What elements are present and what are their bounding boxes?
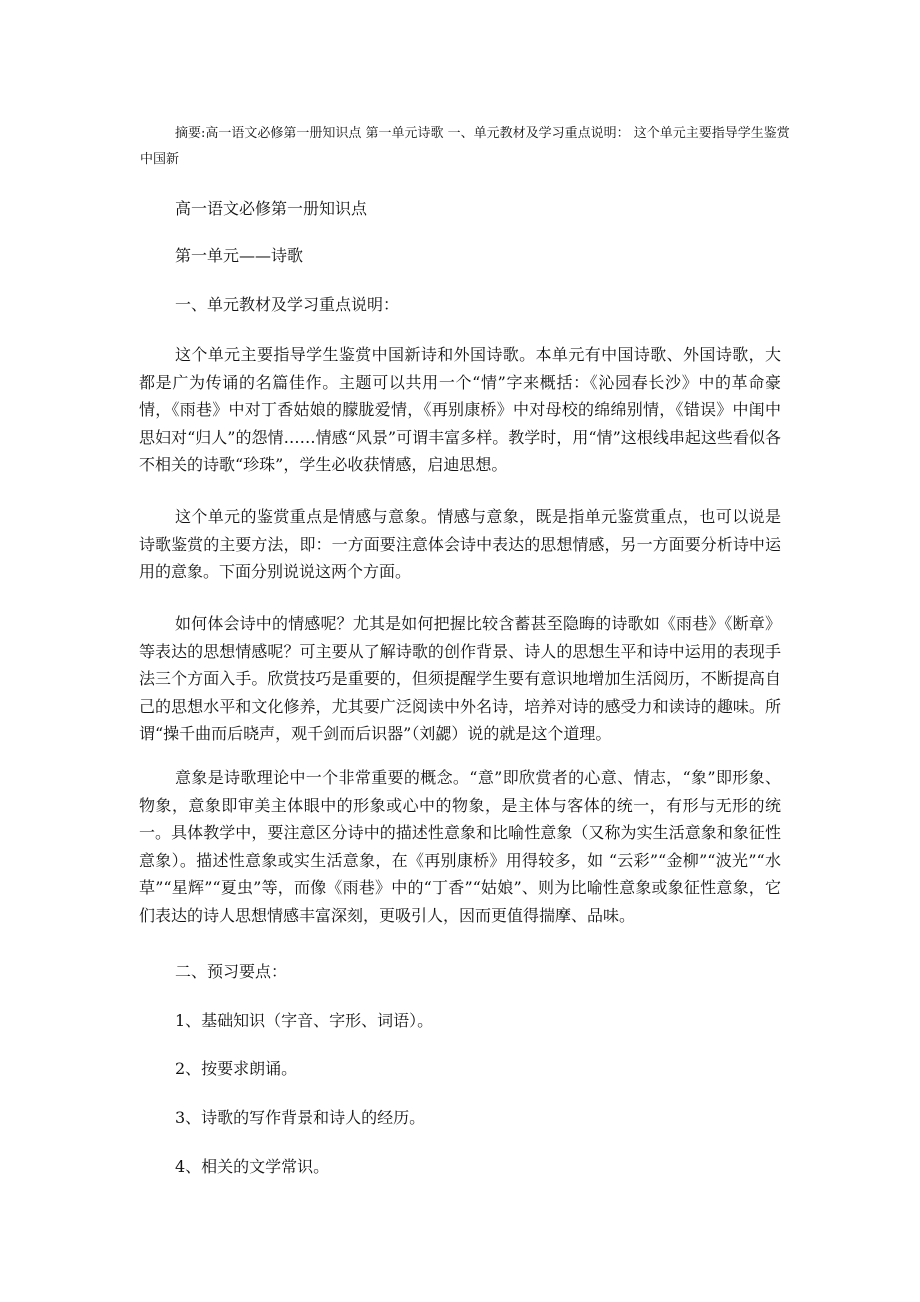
paragraph-2: 这个单元的鉴赏重点是情感与意象。情感与意象，既是指单元鉴赏重点，也可以说是诗歌鉴赏的主要方法，即：一方面要注意体会诗中表达的思想情感，另一方面要分析诗中运用的意象。下面分别说说这两个方面。 [139,507,781,581]
preview-point: 3、诗歌的写作背景和诗人的经历。 [175,1108,426,1127]
unit-heading: 第一单元——诗歌 [175,246,304,265]
paragraph-4: 意象是诗歌理论中一个非常重要的概念。“意”即欣赏者的心意、情志，“象”即形象、物象，意象即审美主体眼中的形象或心中的物象，是主体与客体的统一，有形与无形的统一。具体教学中，要注意区分诗中的描述性意象和比喻性意象（又称为实生活意象和象征性意象）。描述性意象或实生活意象，在《再别康桥》用得较多，如 “云彩”“金柳”“波光”“水草”“星辉”“夏虫”等，而像《雨巷》中的“丁香”“姑娘”、则为比喻性意象或象征性意象，它们表达的诗人思想情感丰富深刻，更吸引人，因而更值得揣摩、品味。 [139,768,781,925]
preview-point: 2、按要求朗诵。 [175,1059,298,1078]
summary-text: 摘要:高一语文必修第一册知识点 第一单元诗歌 一、单元教材及学习重点说明： 这个单元主要指导学生鉴赏中国新 [140,126,790,167]
section-heading-2: 二、预习要点： [175,962,288,981]
preview-point: 4、相关的文学常识。 [175,1157,330,1176]
preview-point: 1、基础知识（字音、字形、词语）。 [175,1011,434,1030]
paragraph-3: 如何体会诗中的情感呢？尤其是如何把握比较含蓄甚至隐晦的诗歌如《雨巷》《断章》等表达的思想情感呢？可主要从了解诗歌的创作背景、诗人的思想生平和诗中运用的表现手法三个方面入手。欣赏技巧是重要的，但须提醒学生要有意识地增加生活阅历，不断提高自己的思想水平和文化修养，尤其要广泛阅读中外名诗，培养对诗的感受力和读诗的趣味。所谓“操千曲而后晓声，观千剑而后识器”（刘勰）说的就是这个道理。 [139,614,781,743]
section-heading-1: 一、单元教材及学习重点说明： [175,295,400,314]
paragraph-1: 这个单元主要指导学生鉴赏中国新诗和外国诗歌。本单元有中国诗歌、外国诗歌，大都是广为传诵的名篇佳作。主题可以共用一个“情”字来概括：《沁园春长沙》中的革命豪情，《雨巷》中对丁香姑娘的朦胧爱情，《再别康桥》中对母校的绵绵别情，《错误》中闺中思妇对“归人”的怨情……情感“风景”可谓丰富多样。教学时，用“情”这根线串起这些看似各不相关的诗歌“珍珠”，学生必收获情感，启迪思想。 [139,345,781,474]
document-title: 高一语文必修第一册知识点 [175,199,368,218]
